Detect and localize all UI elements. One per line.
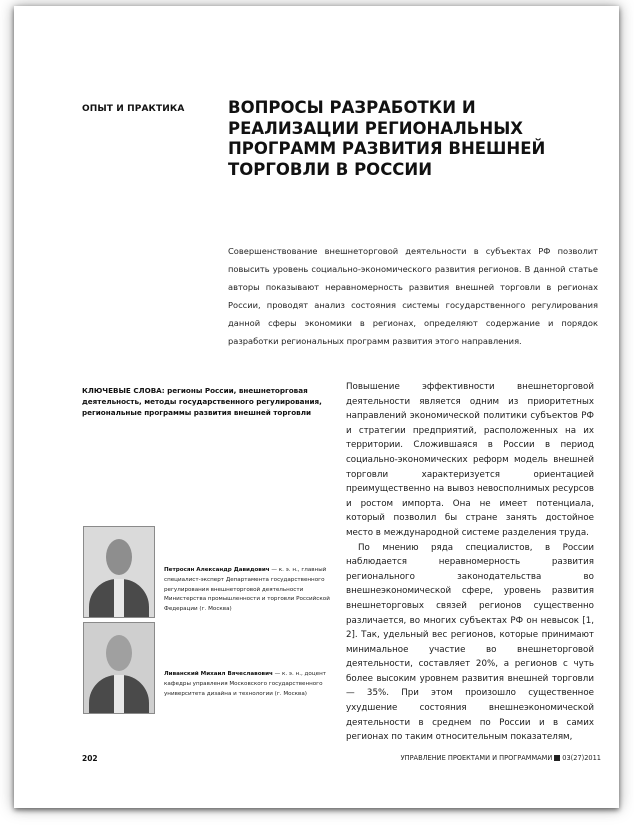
- article-title: ВОПРОСЫ РАЗРАБОТКИ И РЕАЛИЗАЦИИ РЕГИОНАЛЬНЫХ ПРОГРАММ РАЗВИТИЯ ВНЕШНЕЙ ТОРГОВЛИ В РОССИИ: [228, 98, 546, 179]
- section-rubric: ОПЫТ И ПРАКТИКА: [82, 104, 185, 114]
- journal-footer: [401, 754, 601, 762]
- page-number: 202: [82, 754, 98, 763]
- journal-page: [14, 6, 619, 808]
- journal-issue: 03(27)2011: [562, 754, 601, 762]
- author-info: — к. э. н., главный специалист-эксперт Департамента государственного регулирования внешнеторговой деятельности Министерства промышленности и торговли Российской Федерации (г. Москва): [164, 567, 330, 613]
- author-name: Ливанский Михаил Вячеславович: [164, 671, 273, 677]
- article-body: [346, 380, 594, 745]
- journal-name: УПРАВЛЕНИЕ ПРОЕКТАМИ И ПРОГРАММАМИ: [400, 754, 553, 762]
- body-paragraph: По мнению ряда специалистов, в России наблюдается неравномерность развития регионального законодательства во внешнеэкономической сфере, уровень развития внешнеторговых связей регионов существенно различается, во многих субъектах РФ он невысок [1, 2]. Так, удельный вес регионов, которые принимают минимальное участие во внешнеторговой деятельности, составляет 20%, а регионов с чуть более высоким уровнем развития внешней торговли — 35%. При этом произошло существенное ухудшение состояния внешнеэкономической деятельности в среднем по России и в самих регионах по таким относительным показателям,: [346, 542, 594, 743]
- keywords-block: [82, 386, 332, 418]
- author-photo-petrosyan: [83, 526, 155, 618]
- author-name: Петросян Александр Давидович: [164, 567, 270, 573]
- body-paragraph: Повышение эффективности внешнеторговой деятельности является одним из приоритетных направлений экономической политики субъектов РФ и стратегии предприятий, расположенных на их территории. Сложившаяся в России в период социально-экономических реформ модель внешней торговли характеризуется ориентацией преимущественно на вывоз невосполнимых ресурсов и ростом импорта. Она не имеет потенциала, который позволил бы стране занять достойное место в международной системе разделения труда.: [346, 382, 594, 538]
- author-bio-petrosyan: [164, 566, 334, 615]
- author-info: — к. э. н., доцент кафедры управления Московского государственного университета дизайна и технологии (г. Москва): [164, 671, 327, 697]
- keywords-text: регионы России, внешнеторговая деятельность, методы государственного регулирования, региональные программы развития внешней торговли: [82, 386, 322, 417]
- article-abstract: Совершенствование внешнеторговой деятельности в субъектах РФ позволит повысить уровень социально-экономического развития регионов. В данной статье авторы показывают неравномерность развития внешней торговли в регионах России, проводят анализ состояния системы государственного регулирования данной сферы экономики в регионах, определяют содержание и порядок разработки региональных программ развития этого направления.: [228, 246, 598, 346]
- author-bio-livansky: [164, 670, 334, 699]
- author-photo-livansky: [83, 622, 155, 714]
- keywords-label: КЛЮЧЕВЫЕ СЛОВА:: [82, 386, 165, 395]
- square-separator-icon: [554, 755, 560, 761]
